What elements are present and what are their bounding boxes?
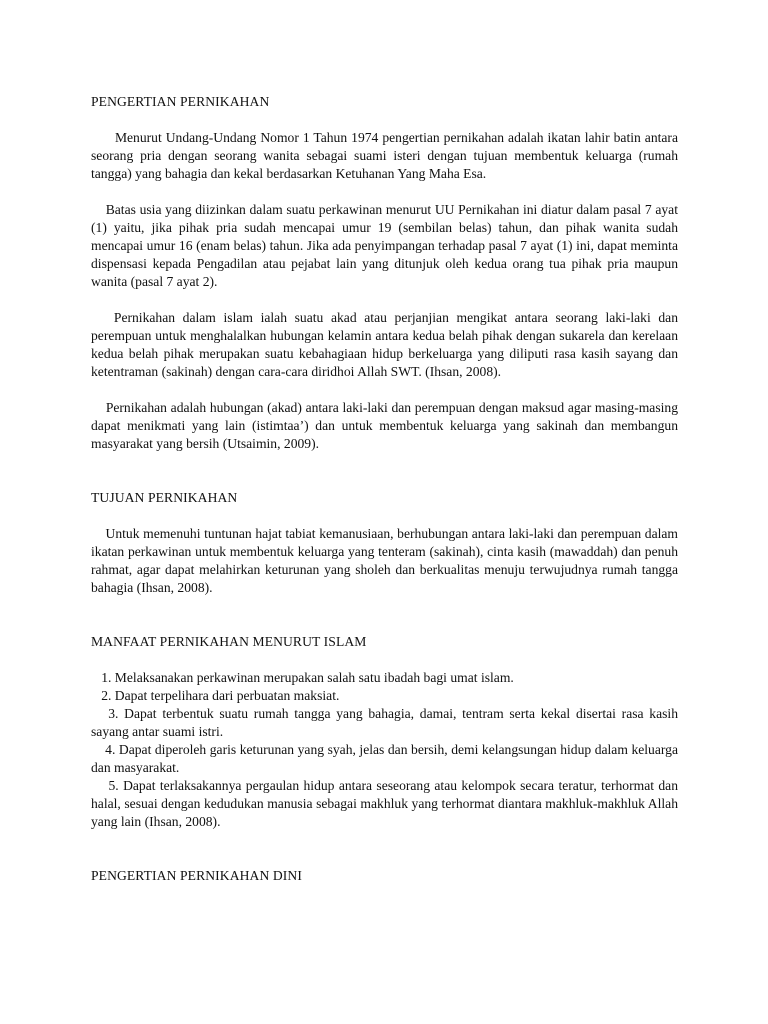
section-heading-pernikahan-dini: PENGERTIAN PERNIKAHAN DINI <box>91 868 302 883</box>
manfaat-list <box>91 669 682 831</box>
list-item: 2. Dapat terpelihara dari perbuatan maksiat. <box>91 688 340 703</box>
list-item: 5. Dapat terlaksakannya pergaulan hidup antara seseorang atau kelompok secara teratur, terhormat dan halal, sesuai dengan kedudukan manusia sebagai makhluk yang terhormat diantara makhluk-makhluk Allah yang lain (Ihsan, 2008). <box>91 778 682 829</box>
paragraph-akad: Pernikahan adalah hubungan (akad) antara laki-laki dan perempuan dengan maksud agar masing-masing dapat menikmati yang lain (istimtaa’) dan untuk membentuk keluarga yang sakinah dan membangun masyarakat yang bersih (Utsaimin, 2009). <box>91 400 682 451</box>
list-item: 4. Dapat diperoleh garis keturunan yang syah, jelas dan bersih, demi kelangsungan hidup dalam keluarga dan masyarakat. <box>91 742 682 775</box>
paragraph-batas-usia: Batas usia yang diizinkan dalam suatu perkawinan menurut UU Pernikahan ini diatur dalam pasal 7 ayat (1) yaitu, jika pihak pria sudah mencapai umur 19 (sembilan belas) tahun, dan pihak wanita sudah mencapai umur 16 (enam belas) tahun. Jika ada penyimpangan terhadap pasal 7 ayat (1) ini, dapat meminta dispensasi kepada Pengadilan atau pejabat lain yang ditunjuk oleh kedua orang tua pihak pria maupun wanita (pasal 7 ayat 2). <box>91 202 682 289</box>
paragraph-tujuan: Untuk memenuhi tuntunan hajat tabiat kemanusiaan, berhubungan antara laki-laki dan perempuan dalam ikatan perkawinan untuk membentuk keluarga yang tenteram (sakinah), cinta kasih (mawaddah) dan penuh rahmat, agar dapat melahirkan keturunan yang sholeh dan berkualitas menuju terwujudnya rumah tangga bahagia (Ihsan, 2008). <box>91 526 682 595</box>
section-heading-manfaat: MANFAAT PERNIKAHAN MENURUT ISLAM <box>91 634 367 649</box>
section-heading-tujuan: TUJUAN PERNIKAHAN <box>91 490 238 505</box>
paragraph-undang-undang: Menurut Undang-Undang Nomor 1 Tahun 1974 pengertian pernikahan adalah ikatan lahir batin antara seorang pria dengan seorang wanita sebagai suami isteri dengan tujuan membentuk keluarga (rumah tangga) yang bahagia dan kekal berdasarkan Ketuhanan Yang Maha Esa. <box>91 130 682 181</box>
document-body <box>91 93 682 885</box>
list-item: 1. Melaksanakan perkawinan merupakan salah satu ibadah bagi umat islam. <box>91 670 514 685</box>
paragraph-pernikahan-islam: Pernikahan dalam islam ialah suatu akad atau perjanjian mengikat antara seorang laki-laki dan perempuan untuk menghalalkan hubungan kelamin antara kedua belah pihak dengan sukarela dan kerelaan kedua belah pihak merupakan suatu kebahagiaan hidup berkeluarga yang diliputi rasa kasih sayang dan ketentraman (sakinah) dengan cara-cara diridhoi Allah SWT. (Ihsan, 2008). <box>91 310 682 379</box>
list-item: 3. Dapat terbentuk suatu rumah tangga yang bahagia, damai, tentram serta kekal disertai rasa kasih sayang antar suami istri. <box>91 706 682 739</box>
section-heading-pengertian: PENGERTIAN PERNIKAHAN <box>91 94 270 109</box>
